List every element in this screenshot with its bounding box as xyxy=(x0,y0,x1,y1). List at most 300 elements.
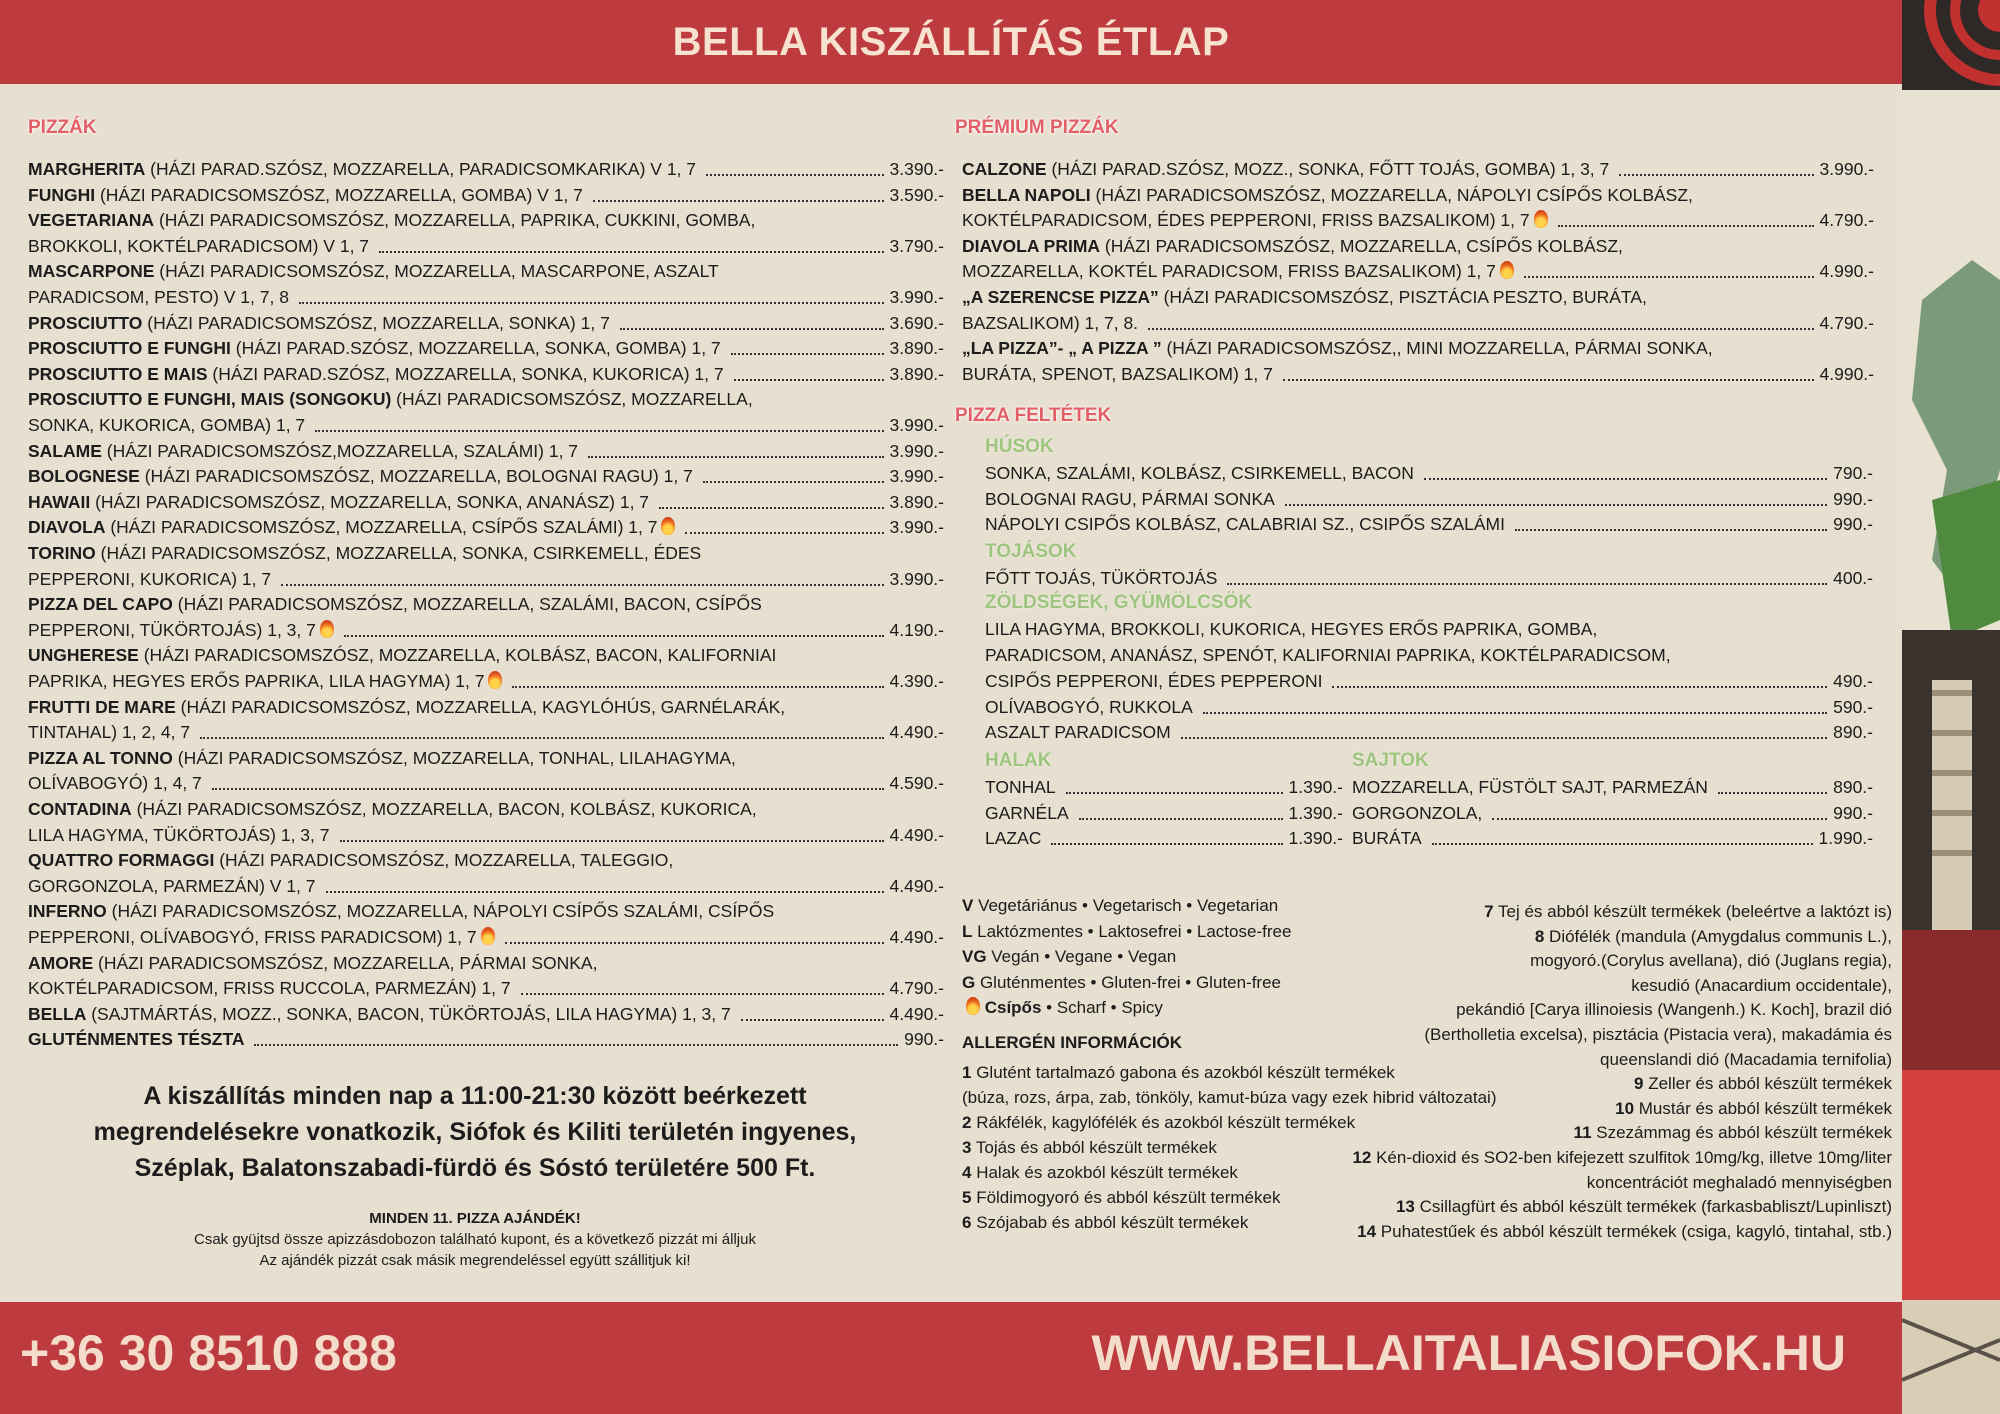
topping-name: ASZALT PARADICSOM xyxy=(985,722,1171,743)
dotted-leader xyxy=(741,1019,884,1021)
allergen-text: (búza, rozs, árpa, zab, tönköly, kamut-búza vagy ezek hibrid változatai) xyxy=(962,1088,1497,1107)
delivery-line: A kiszállítás minden nap a 11:00-21:30 között beérkezett xyxy=(143,1082,807,1110)
menu-item-name: MASCARPONE xyxy=(28,261,155,282)
legend-text: • Scharf • Spicy xyxy=(1041,998,1163,1017)
title-banner xyxy=(0,0,1902,84)
menu-item-row xyxy=(28,976,944,1001)
menu-item-price: 4.490.- xyxy=(889,927,944,947)
dotted-leader xyxy=(1203,712,1827,714)
menu-item-row xyxy=(28,413,944,438)
topping-row xyxy=(985,566,1873,591)
legend-text: Gluténmentes • Gluten-frei • Gluten-free xyxy=(975,972,1281,992)
topping-name: BURÁTA xyxy=(1352,828,1422,849)
menu-item-text xyxy=(28,515,675,540)
menu-item-price: 4.490.- xyxy=(889,722,944,743)
dotted-leader xyxy=(734,379,884,381)
menu-item xyxy=(28,515,944,540)
allergen-number: 6 xyxy=(962,1213,972,1232)
spicy-flame-icon xyxy=(320,620,334,638)
menu-item-text xyxy=(28,925,495,950)
dotted-leader xyxy=(685,532,883,534)
menu-item-text xyxy=(28,234,369,259)
menu-item-text xyxy=(28,669,502,694)
menu-item-name: PROSCIUTTO E MAIS xyxy=(28,363,208,384)
menu-item-desc: MOZZARELLA, KOKTÉL PARADICSOM, FRISS BAZSALIKOM) 1, 7 xyxy=(962,261,1496,282)
allergen-item xyxy=(962,1160,1238,1185)
dotted-leader xyxy=(212,788,884,790)
allergen-number: 13 xyxy=(1395,1197,1415,1217)
menu-item-desc: SONKA, KUKORICA, GOMBA) 1, 7 xyxy=(28,415,306,435)
allergen-item xyxy=(1530,949,1892,974)
topping-name: GORGONZOLA, xyxy=(1352,802,1483,823)
allergen-number: 11 xyxy=(1573,1123,1592,1143)
topping-row xyxy=(985,826,1343,851)
subsection-cheese: SAJTOK xyxy=(1352,750,1429,771)
allergen-item xyxy=(962,1135,1217,1160)
menu-item xyxy=(28,362,944,387)
dotted-leader xyxy=(1718,792,1827,794)
topping-price: 890.- xyxy=(1833,722,1873,743)
menu-item-text xyxy=(28,362,724,387)
topping-row xyxy=(985,461,1873,486)
menu-item-name: DIAVOLA PRIMA xyxy=(962,235,1101,256)
topping-name: LAZAC xyxy=(985,828,1042,849)
menu-item-desc: (HÁZI PARADICSOMSZÓSZ,, MINI MOZZARELLA, PÁRMAI SONKA, xyxy=(1161,338,1713,359)
menu-item-text xyxy=(28,439,578,464)
menu-item-price: 4.390.- xyxy=(889,671,944,691)
delivery-line: Széplak, Balatonszabadi-fürdö és Sóstó területére 500 Ft. xyxy=(134,1154,816,1182)
menu-item-text xyxy=(28,976,511,1001)
topping-price: 990.- xyxy=(1833,802,1873,823)
menu-item-desc: (HÁZI PARADICSOMSZÓSZ, MOZZARELLA, NÁPOLYI CSÍPŐS SZALÁMI, CSÍPŐS xyxy=(106,901,775,922)
dotted-leader xyxy=(620,328,884,330)
dotted-leader xyxy=(703,481,884,483)
menu-item-name: CALZONE xyxy=(962,159,1047,179)
menu-item-text xyxy=(28,720,190,745)
topping-name: OLÍVABOGYÓ, RUKKOLA xyxy=(985,696,1193,717)
allergen-item xyxy=(1396,1195,1892,1220)
menu-item-line xyxy=(28,695,785,720)
promo-title: MINDEN 11. PIZZA AJÁNDÉK! xyxy=(369,1210,581,1227)
menu-item-desc: (HÁZI PARADICSOMSZÓSZ, MOZZARELLA, TALEGGIO, xyxy=(214,850,674,871)
menu-item-row xyxy=(28,823,944,848)
menu-item-row xyxy=(28,567,944,592)
menu-item-row xyxy=(962,311,1874,336)
dotted-leader xyxy=(1424,478,1827,480)
menu-item-price: 990.- xyxy=(904,1029,944,1050)
menu-item-row xyxy=(28,720,944,745)
menu-item-text xyxy=(962,259,1514,284)
menu-item-line xyxy=(28,899,774,924)
menu-item-line xyxy=(28,643,776,668)
menu-item-row xyxy=(962,362,1874,387)
topping-name: FŐTT TOJÁS, TÜKÖRTOJÁS xyxy=(985,568,1218,588)
menu-item-desc: (HÁZI PARADICSOMSZÓSZ, MOZZARELLA, CSÍPŐS KOLBÁSZ, xyxy=(1100,235,1623,256)
menu-item xyxy=(28,1027,944,1052)
menu-item-row xyxy=(962,208,1874,233)
menu-item-desc: (HÁZI PARAD.SZÓSZ, MOZZARELLA, PARADICSOMKARIKA) V 1, 7 xyxy=(145,159,697,179)
menu-item-name: PROSCIUTTO E FUNGHI xyxy=(28,338,231,359)
topping-price: 990.- xyxy=(1833,488,1873,509)
menu-item-line xyxy=(28,208,755,233)
allergen-item xyxy=(1424,1023,1892,1048)
menu-item-text xyxy=(28,874,316,899)
dotted-leader xyxy=(1619,174,1813,176)
menu-item-desc: (HÁZI PARAD.SZÓSZ, MOZZ., SONKA, FŐTT TOJÁS, GOMBA) 1, 3, 7 xyxy=(1046,159,1610,179)
topping-name: TONHAL xyxy=(985,777,1056,797)
dotted-leader xyxy=(340,840,884,842)
legend-key: VG xyxy=(962,947,987,966)
menu-item-text xyxy=(28,336,721,361)
allergen-text: pekándió [Carya illinoiesis (Wangenh.) K. Koch], brazil dió xyxy=(1456,1000,1892,1020)
menu-item-row xyxy=(28,925,944,950)
menu-item-desc: GORGONZOLA, PARMEZÁN) V 1, 7 xyxy=(28,875,316,896)
allergen-text: Mustár és abból készült termékek xyxy=(1634,1098,1892,1118)
allergen-title: ALLERGÉN INFORMÁCIÓK xyxy=(962,1033,1183,1052)
spicy-flame-icon xyxy=(1500,261,1514,279)
menu-item-text xyxy=(962,311,1138,336)
topping-price: 990.- xyxy=(1833,514,1873,535)
menu-item-price: 3.890.- xyxy=(889,363,944,384)
menu-item-name: QUATTRO FORMAGGI xyxy=(28,850,215,871)
dotted-leader xyxy=(281,584,883,586)
menu-item-name: BELLA NAPOLI xyxy=(962,184,1091,205)
legend-key: L xyxy=(962,921,973,941)
dotted-leader xyxy=(659,507,883,509)
menu-item-price: 3.990.- xyxy=(889,517,944,538)
menu-item-price: 4.790.- xyxy=(1819,312,1874,333)
dotted-leader xyxy=(1492,818,1827,820)
menu-item-name: MARGHERITA xyxy=(28,159,146,179)
menu-item-desc: KOKTÉLPARADICSOM, FRISS RUCCOLA, PARMEZÁN) 1, 7 xyxy=(28,978,511,999)
menu-item-desc: TINTAHAL) 1, 2, 4, 7 xyxy=(28,722,191,743)
menu-item-name: BELLA xyxy=(28,1003,87,1024)
menu-item-desc: (HÁZI PARADICSOMSZÓSZ, MOZZARELLA, KOLBÁSZ, BACON, KALIFORNIAI xyxy=(138,645,777,666)
menu-item-desc: (HÁZI PARADICSOMSZÓSZ, MOZZARELLA, SZALÁMI, BACON, CSÍPŐS xyxy=(172,594,762,615)
topping-price: 890.- xyxy=(1833,777,1873,797)
menu-item-desc: BAZSALIKOM) 1, 7, 8. xyxy=(962,312,1139,333)
topping-row xyxy=(985,512,1873,537)
topping-name: NÁPOLYI CSIPŐS KOLBÁSZ, CALABRIAI SZ., CSIPŐS SZALÁMI xyxy=(985,514,1505,535)
menu-item-desc: BURÁTA, SPENOT, BAZSALIKOM) 1, 7 xyxy=(962,363,1273,384)
menu-item-price: 3.890.- xyxy=(889,491,944,512)
subsection-vegetables: ZÖLDSÉGEK, GYÜMÖLCSÖK xyxy=(985,592,1253,613)
menu-item-name: „LA PIZZA”- „ A PIZZA ” xyxy=(962,338,1162,359)
menu-item-line xyxy=(28,746,736,771)
menu-item-name: INFERNO xyxy=(28,901,107,922)
menu-item-desc: PARADICSOM, PESTO) V 1, 7, 8 xyxy=(28,287,289,307)
menu-item-desc: (HÁZI PARAD.SZÓSZ, MOZZARELLA, SONKA, GOMBA) 1, 7 xyxy=(230,338,721,359)
subsection-meats: HÚSOK xyxy=(985,436,1054,457)
dotted-leader xyxy=(512,686,883,688)
menu-item-desc: (HÁZI PARADICSOMSZÓSZ,MOZZARELLA, SZALÁMI) 1, 7 xyxy=(101,440,579,461)
menu-item-desc: (SAJTMÁRTÁS, MOZZ., SONKA, BACON, TÜKÖRTOJÁS, LILA HAGYMA) 1, 3, 7 xyxy=(86,1003,731,1024)
legend-item xyxy=(962,944,1176,969)
menu-item-text xyxy=(962,208,1548,233)
allergen-item xyxy=(1535,925,1892,950)
menu-item-price: 4.190.- xyxy=(889,619,944,640)
legend-item xyxy=(962,893,1278,918)
topping-row xyxy=(985,487,1873,512)
menu-item-desc: (HÁZI PARADICSOMSZÓSZ, MOZZARELLA, GOMBA) V 1, 7 xyxy=(95,184,583,205)
delivery-line: megrendelésekre vonatkozik, Siófok és Kiliti területén ingyenes, xyxy=(93,1118,857,1146)
allergen-number: 9 xyxy=(1634,1074,1644,1094)
dotted-leader xyxy=(588,456,883,458)
dotted-leader xyxy=(1148,328,1813,330)
menu-item-text xyxy=(28,311,610,336)
menu-item-text xyxy=(962,157,1609,182)
allergen-number: 3 xyxy=(962,1138,972,1157)
menu-item-name: „A SZERENCSE PIZZA” xyxy=(962,287,1159,307)
menu-item-desc: (HÁZI PARADICSOMSZÓSZ, MOZZARELLA, SONKA, CSIRKEMELL, ÉDES xyxy=(95,543,702,563)
vegetables-line: LILA HAGYMA, BROKKOLI, KUKORICA, HEGYES ERŐS PAPRIKA, GOMBA, xyxy=(985,619,1598,639)
menu-item-line xyxy=(28,387,753,412)
topping-name: BOLOGNAI RAGU, PÁRMAI SONKA xyxy=(985,488,1275,509)
allergen-text: kesudió (Anacardium occidentale), xyxy=(1631,975,1892,995)
topping-price: 1.390.- xyxy=(1288,828,1343,849)
menu-item-desc: (HÁZI PARADICSOMSZÓSZ, MOZZARELLA, PÁRMAI SONKA, xyxy=(93,952,598,973)
topping-row xyxy=(1352,826,1873,851)
allergen-item xyxy=(1600,1048,1892,1073)
legend-key: Csípős xyxy=(980,998,1042,1017)
allergen-number: 4 xyxy=(962,1163,972,1182)
menu-item-price: 4.990.- xyxy=(1819,261,1874,282)
allergen-item xyxy=(1484,900,1892,925)
menu-item-price: 3.790.- xyxy=(889,235,944,256)
menu-item-price: 4.990.- xyxy=(1819,363,1874,384)
menu-item-price: 3.990.- xyxy=(889,466,944,487)
allergen-number: 2 xyxy=(962,1113,972,1132)
topping-price: 790.- xyxy=(1833,463,1873,483)
topping-price: 1.390.- xyxy=(1288,802,1343,823)
allergen-item xyxy=(962,1210,1248,1235)
legend-item xyxy=(962,919,1291,944)
topping-price: 1.390.- xyxy=(1288,777,1343,797)
allergen-number: 7 xyxy=(1484,902,1494,921)
menu-item xyxy=(28,1002,944,1027)
allergen-text: Tojás és abból készült termékek xyxy=(971,1138,1217,1157)
legend-key: G xyxy=(962,972,976,992)
allergen-text: Szezámmag és abból készült termékek xyxy=(1591,1123,1892,1143)
menu-item-name: UNGHERESE xyxy=(28,645,139,666)
topping-name: CSIPŐS PEPPERONI, ÉDES PEPPERONI xyxy=(985,671,1323,691)
topping-name: MOZZARELLA, FÜSTÖLT SAJT, PARMEZÁN xyxy=(1352,777,1708,797)
legend-text: Vegán • Vegane • Vegan xyxy=(986,947,1177,966)
menu-item-desc: PAPRIKA, HEGYES ERŐS PAPRIKA, LILA HAGYMA) 1, 7 xyxy=(28,671,485,691)
menu-title: BELLA KISZÁLLÍTÁS ÉTLAP xyxy=(672,20,1230,64)
allergen-text: Csillagfürt és abból készült termékek (farkasbabliszt/Lupinliszt) xyxy=(1414,1197,1892,1217)
menu-item-price: 4.790.- xyxy=(1819,210,1874,231)
allergen-text: Zeller és abból készült termékek xyxy=(1643,1074,1892,1094)
dotted-leader xyxy=(1227,583,1827,585)
allergen-number: 5 xyxy=(962,1188,972,1207)
allergen-text: Rákfélék, kagylófélék és azokból készült termékek xyxy=(971,1113,1356,1132)
menu-item xyxy=(28,336,944,361)
menu-item-desc: (HÁZI PARADICSOMSZÓSZ, MOZZARELLA, xyxy=(391,389,753,410)
menu-item-price: 3.990.- xyxy=(889,440,944,461)
menu-item-desc: (HÁZI PARADICSOMSZÓSZ, MOZZARELLA, PAPRIKA, CUKKINI, GOMBA, xyxy=(154,210,756,231)
decorative-italy-collage xyxy=(1902,0,2000,1414)
menu-item-desc: (HÁZI PARADICSOMSZÓSZ, MOZZARELLA, TONHAL, LILAHAGYMA, xyxy=(172,747,736,768)
menu-item-desc: OLÍVABOGYÓ) 1, 4, 7 xyxy=(28,773,202,794)
menu-item-name: PIZZA AL TONNO xyxy=(28,747,173,768)
allergen-text: Glutént tartalmazó gabona és azokból készült termékek xyxy=(971,1063,1395,1082)
dotted-leader xyxy=(1285,504,1827,506)
menu-item-price: 3.990.- xyxy=(1819,159,1874,179)
menu-item-text xyxy=(28,285,289,310)
allergen-text: queenslandi dió (Macadamia ternifolia) xyxy=(1600,1049,1892,1069)
dotted-leader xyxy=(1332,686,1827,688)
subsection-eggs: TOJÁSOK xyxy=(985,541,1077,562)
menu-item-text xyxy=(28,567,271,592)
legend-item xyxy=(962,970,1281,995)
dotted-leader xyxy=(1283,379,1814,381)
allergen-text: Puhatestűek és abból készült termékek (csiga, kagyló, tintahal, stb.) xyxy=(1376,1221,1892,1241)
section-title-pizzak: PIZZÁK xyxy=(28,117,97,138)
topping-price: 400.- xyxy=(1833,568,1873,588)
dotted-leader xyxy=(379,251,883,253)
dotted-leader xyxy=(1515,529,1827,531)
menu-item-desc: PEPPERONI, OLÍVABOGYÓ, FRISS PARADICSOM) 1, 7 xyxy=(28,927,477,947)
menu-item-name: PIZZA DEL CAPO xyxy=(28,594,173,615)
menu-item-line xyxy=(28,951,597,976)
menu-item-line xyxy=(28,848,673,873)
menu-item-desc: (HÁZI PARADICSOMSZÓSZ, PISZTÁCIA PESZTO, BURÁTA, xyxy=(1158,287,1647,307)
allergen-item xyxy=(1574,1121,1892,1146)
allergen-number: 1 xyxy=(962,1063,972,1082)
menu-item-desc: (HÁZI PARADICSOMSZÓSZ, MOZZARELLA, BACON, KOLBÁSZ, KUKORICA, xyxy=(131,799,757,819)
dotted-leader xyxy=(593,200,884,202)
allergen-text: mogyoró.(Corylus avellana), dió (Juglans regia), xyxy=(1530,951,1892,971)
section-title-premium: PRÉMIUM PIZZÁK xyxy=(955,117,1119,138)
topping-row xyxy=(985,801,1343,826)
spicy-flame-icon xyxy=(481,927,495,945)
allergen-item xyxy=(1615,1097,1892,1122)
menu-item-name: FUNGHI xyxy=(28,184,96,205)
allergen-number: 10 xyxy=(1615,1098,1635,1118)
dotted-leader xyxy=(505,942,884,944)
menu-item-price: 3.990.- xyxy=(889,568,944,589)
footer-banner xyxy=(0,1302,1902,1414)
menu-item-name: TORINO xyxy=(28,543,96,563)
allergen-item xyxy=(962,1060,1395,1085)
menu-item-desc: (HÁZI PARADICSOMSZÓSZ, MOZZARELLA, MASCARPONE, ASZALT xyxy=(154,261,719,282)
phone-number: +36 30 8510 888 xyxy=(20,1325,397,1381)
menu-item-text xyxy=(28,464,693,489)
spicy-flame-icon xyxy=(661,517,675,535)
menu-item-desc: (HÁZI PARADICSOMSZÓSZ, MOZZARELLA, CSÍPŐS SZALÁMI) 1, 7 xyxy=(105,517,658,538)
menu-item-line xyxy=(28,541,701,566)
menu-item-name: HAWAII xyxy=(28,491,91,512)
dotted-leader xyxy=(315,430,883,432)
menu-item-row xyxy=(28,874,944,899)
menu-item-name: FRUTTI DE MARE xyxy=(28,696,176,717)
menu-item-name: PROSCIUTTO E FUNGHI, MAIS (SONGOKU) xyxy=(28,389,392,410)
menu-item-desc: KOKTÉLPARADICSOM, ÉDES PEPPERONI, FRISS BAZSALIKOM) 1, 7 xyxy=(962,210,1530,231)
topping-price: 490.- xyxy=(1833,671,1873,691)
dotted-leader xyxy=(1524,276,1814,278)
vegetables-line: PARADICSOM, ANANÁSZ, SPENÓT, KALIFORNIAI PAPRIKA, KOKTÉLPARADICSOM, xyxy=(985,645,1671,665)
menu-item-text xyxy=(28,183,583,208)
allergen-item xyxy=(1357,1220,1892,1245)
menu-item-line xyxy=(962,234,1623,259)
dotted-leader xyxy=(254,1044,898,1046)
menu-item xyxy=(28,439,944,464)
menu-item-row xyxy=(28,234,944,259)
menu-item-price: 3.890.- xyxy=(889,338,944,359)
allergen-item xyxy=(1352,1146,1892,1171)
topping-price: 1.990.- xyxy=(1818,828,1873,849)
menu-item-price: 3.390.- xyxy=(889,159,944,179)
menu-item-price: 4.490.- xyxy=(889,875,944,896)
menu-item-price: 3.990.- xyxy=(889,415,944,435)
allergen-number: 8 xyxy=(1534,926,1545,946)
menu-item-desc: PEPPERONI, TÜKÖRTOJÁS) 1, 3, 7 xyxy=(28,619,316,640)
allergen-text: Szójabab és abból készült termékek xyxy=(971,1213,1249,1232)
dotted-leader xyxy=(731,353,884,355)
menu-item-price: 4.790.- xyxy=(889,978,944,999)
menu-item-price: 4.590.- xyxy=(889,773,944,794)
legend-item xyxy=(962,995,1163,1020)
topping-row xyxy=(985,720,1873,745)
menu-item-desc: (HÁZI PARADICSOMSZÓSZ, MOZZARELLA, SONKA) 1, 7 xyxy=(142,312,610,333)
menu-item-price: 3.990.- xyxy=(889,287,944,307)
topping-row xyxy=(985,669,1873,694)
topping-row xyxy=(985,695,1873,720)
menu-item-price: 3.690.- xyxy=(889,312,944,333)
allergen-item xyxy=(962,1085,1497,1110)
allergen-item xyxy=(1631,974,1892,999)
menu-item-row xyxy=(962,259,1874,284)
menu-item xyxy=(28,490,944,515)
menu-item-text xyxy=(28,157,696,182)
menu-item-text xyxy=(28,823,330,848)
topping-price: 590.- xyxy=(1833,696,1873,717)
allergen-text: koncentrációt meghaladó mennyiségben xyxy=(1586,1172,1892,1192)
spicy-flame-icon xyxy=(488,671,502,689)
dotted-leader xyxy=(706,174,884,176)
menu-item-line xyxy=(962,183,1693,208)
menu-item-line xyxy=(28,797,757,822)
dotted-leader xyxy=(326,891,884,893)
menu-item-line xyxy=(28,259,719,284)
website-url: WWW.BELLAITALIASIOFOK.HU xyxy=(1091,1325,1846,1381)
delivery-info xyxy=(30,1078,920,1186)
menu-item-text xyxy=(28,1027,244,1052)
allergen-item xyxy=(962,1110,1355,1135)
menu-item-name: PROSCIUTTO xyxy=(28,312,143,333)
menu-item-text xyxy=(28,413,305,438)
allergen-text: Tej és abból készült termékek (beleértve a laktózt is) xyxy=(1493,902,1892,921)
menu-item-name: CONTADINA xyxy=(28,799,132,819)
spicy-flame-icon xyxy=(1534,210,1548,228)
menu-item-price: 4.490.- xyxy=(889,1003,944,1024)
dotted-leader xyxy=(1066,792,1283,794)
legend-text: Laktózmentes • Laktosefrei • Lactose-free xyxy=(972,921,1292,941)
dotted-leader xyxy=(1181,737,1827,739)
menu-item xyxy=(28,157,944,182)
allergen-text: Halak és azokból készült termékek xyxy=(971,1163,1238,1182)
subsection-fish: HALAK xyxy=(985,750,1052,771)
section-title-toppings: PIZZA FELTÉTEK xyxy=(955,405,1112,426)
topping-row xyxy=(1352,801,1873,826)
promo-box xyxy=(40,1208,910,1271)
menu-item xyxy=(962,157,1874,182)
dotted-leader xyxy=(344,635,884,637)
menu-item-desc: PEPPERONI, KUKORICA) 1, 7 xyxy=(28,568,272,589)
legend-key: V xyxy=(962,896,974,915)
menu-item-line xyxy=(28,592,762,617)
